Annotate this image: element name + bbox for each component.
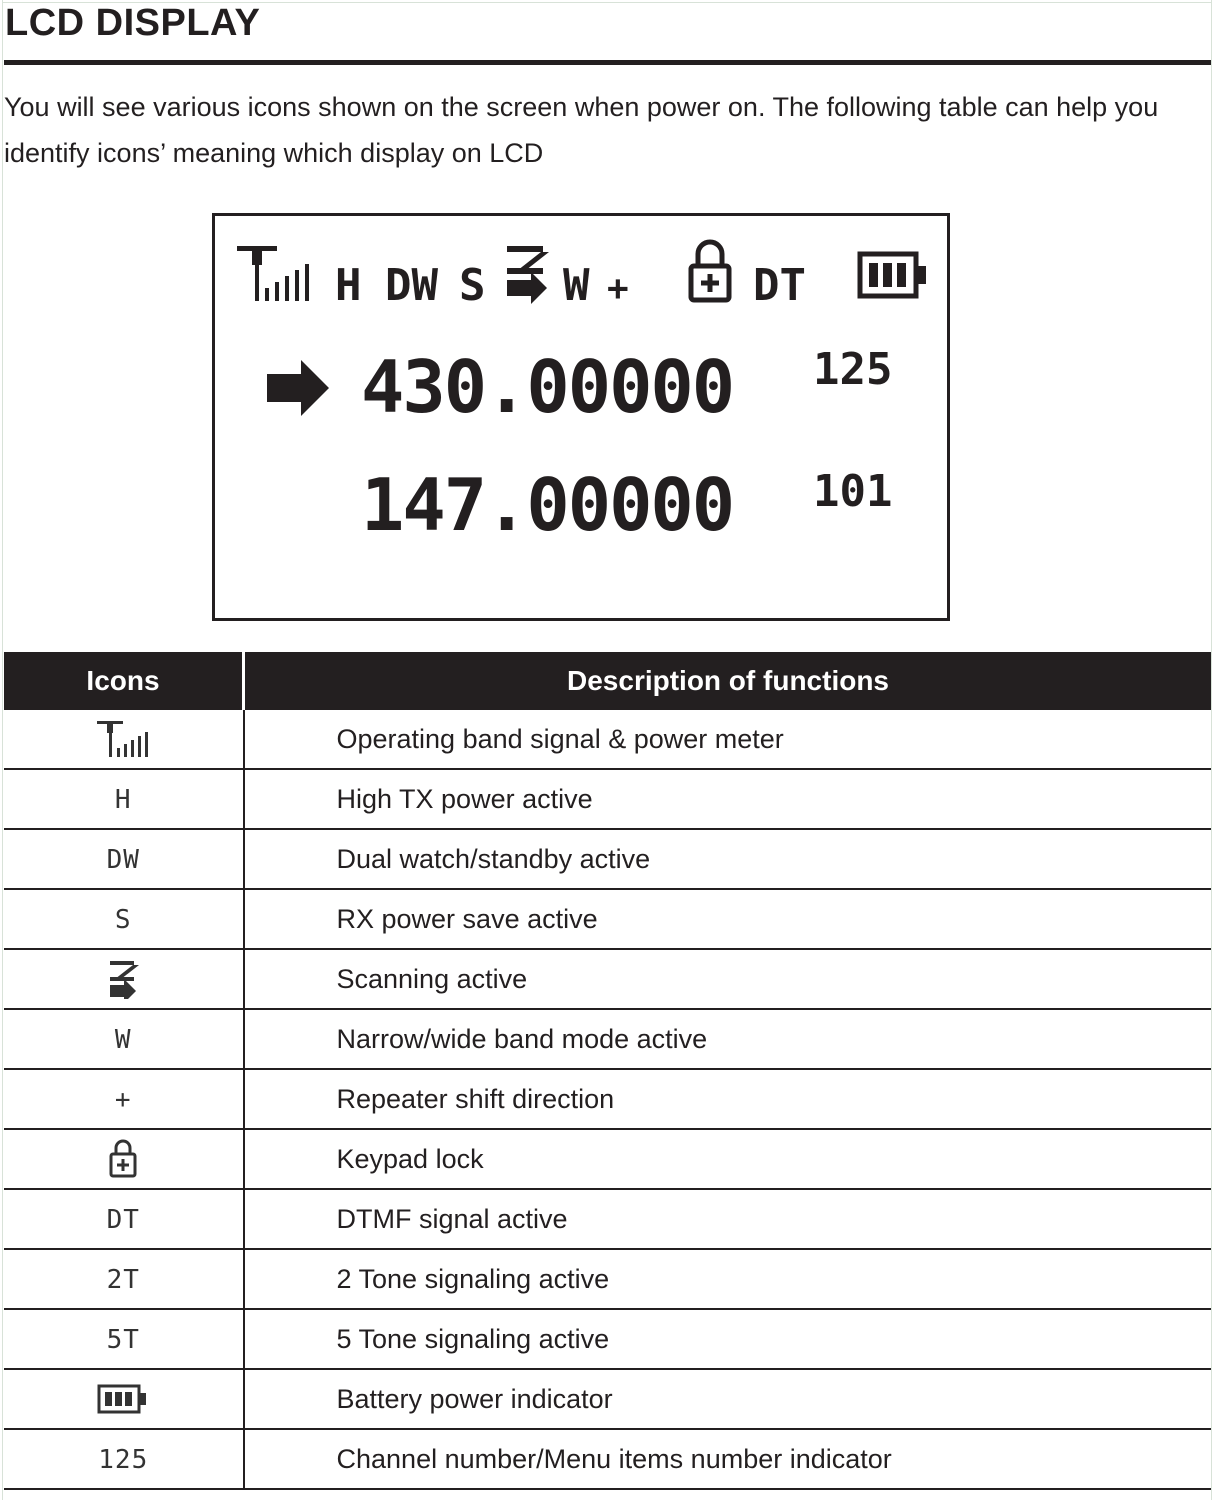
intro-text: You will see various icons shown on the screen when power on. The following table can help you identify icons’ meaning which display on LCD bbox=[4, 92, 1159, 168]
scan-arrow-icon bbox=[106, 959, 140, 999]
icon-cell bbox=[4, 1429, 244, 1489]
icon-cell bbox=[4, 1249, 244, 1309]
table-row bbox=[4, 1009, 1211, 1069]
table-row bbox=[4, 1129, 1211, 1189]
lcd-active-band-arrow-icon bbox=[267, 360, 329, 416]
icon-cell bbox=[4, 1189, 244, 1249]
table-row bbox=[4, 710, 1211, 769]
high-power-icon: H bbox=[114, 784, 132, 815]
description-cell: Battery power indicator bbox=[244, 1369, 1212, 1429]
title-rule bbox=[4, 60, 1211, 65]
table-row bbox=[4, 829, 1211, 889]
lcd-power-save-indicator: S bbox=[459, 260, 486, 311]
lcd-channel-b: 101 bbox=[813, 466, 893, 517]
lcd-dual-watch-indicator: DW bbox=[385, 260, 438, 311]
table-row bbox=[4, 769, 1211, 829]
table-row bbox=[4, 1369, 1211, 1429]
page-border-left bbox=[2, 0, 3, 1500]
lcd-wide-indicator: W bbox=[563, 260, 590, 311]
table-row bbox=[4, 1069, 1211, 1129]
header-description: Description of functions bbox=[244, 652, 1212, 710]
description-cell: DTMF signal active bbox=[244, 1189, 1212, 1249]
page-border-right bbox=[1211, 0, 1212, 1500]
icon-cell bbox=[4, 710, 244, 769]
description-cell: Dual watch/standby active bbox=[244, 829, 1212, 889]
icon-cell bbox=[4, 829, 244, 889]
icon-cell bbox=[4, 769, 244, 829]
table-row bbox=[4, 1189, 1211, 1249]
description-cell: 2 Tone signaling active bbox=[244, 1249, 1212, 1309]
description-cell: Operating band signal & power meter bbox=[244, 710, 1212, 769]
icon-cell bbox=[4, 1369, 244, 1429]
lcd-channel-a: 125 bbox=[813, 344, 893, 395]
description-cell: Narrow/wide band mode active bbox=[244, 1009, 1212, 1069]
lcd-battery-icon bbox=[860, 254, 926, 296]
lcd-signal-meter-icon bbox=[237, 246, 309, 301]
icon-function-table bbox=[4, 652, 1211, 1490]
icon-cell bbox=[4, 889, 244, 949]
table-row bbox=[4, 1249, 1211, 1309]
lcd-high-power-indicator: H bbox=[335, 260, 362, 311]
lcd-frequency-a: 430.00000 bbox=[361, 345, 734, 429]
icon-cell bbox=[4, 1309, 244, 1369]
channel-number-icon: 125 bbox=[98, 1444, 149, 1475]
description-cell: RX power save active bbox=[244, 889, 1212, 949]
description-cell: Scanning active bbox=[244, 949, 1212, 1009]
description-cell: Keypad lock bbox=[244, 1129, 1212, 1189]
two-tone-icon: 2T bbox=[106, 1264, 140, 1295]
description-cell: Channel number/Menu items number indicator bbox=[244, 1429, 1212, 1489]
table-header-row bbox=[4, 652, 1211, 710]
lcd-display-illustration bbox=[212, 213, 950, 621]
dtmf-icon: DT bbox=[106, 1204, 140, 1235]
battery-icon bbox=[96, 1381, 150, 1417]
header-icons: Icons bbox=[4, 652, 244, 710]
icon-cell bbox=[4, 949, 244, 1009]
repeater-shift-icon: + bbox=[114, 1084, 132, 1115]
table-row bbox=[4, 1309, 1211, 1369]
lcd-scan-icon bbox=[507, 246, 549, 304]
description-cell: 5 Tone signaling active bbox=[244, 1309, 1212, 1369]
lock-icon bbox=[107, 1138, 139, 1180]
icon-cell bbox=[4, 1129, 244, 1189]
icon-cell bbox=[4, 1009, 244, 1069]
five-tone-icon: 5T bbox=[106, 1324, 140, 1355]
lcd-frequency-b: 147.00000 bbox=[361, 463, 734, 547]
wide-band-icon: W bbox=[114, 1024, 132, 1055]
table-row bbox=[4, 1429, 1211, 1489]
page-title: LCD DISPLAY bbox=[5, 2, 261, 44]
dual-watch-icon: DW bbox=[106, 844, 140, 875]
lcd-shift-indicator: + bbox=[607, 268, 629, 309]
power-save-icon: S bbox=[114, 904, 132, 935]
lcd-lock-icon bbox=[691, 242, 729, 300]
table-row bbox=[4, 949, 1211, 1009]
icon-cell bbox=[4, 1069, 244, 1129]
lcd-dtmf-indicator: DT bbox=[753, 260, 806, 311]
description-cell: High TX power active bbox=[244, 769, 1212, 829]
table-row bbox=[4, 889, 1211, 949]
description-cell: Repeater shift direction bbox=[244, 1069, 1212, 1129]
signal-meter-icon bbox=[93, 719, 153, 759]
